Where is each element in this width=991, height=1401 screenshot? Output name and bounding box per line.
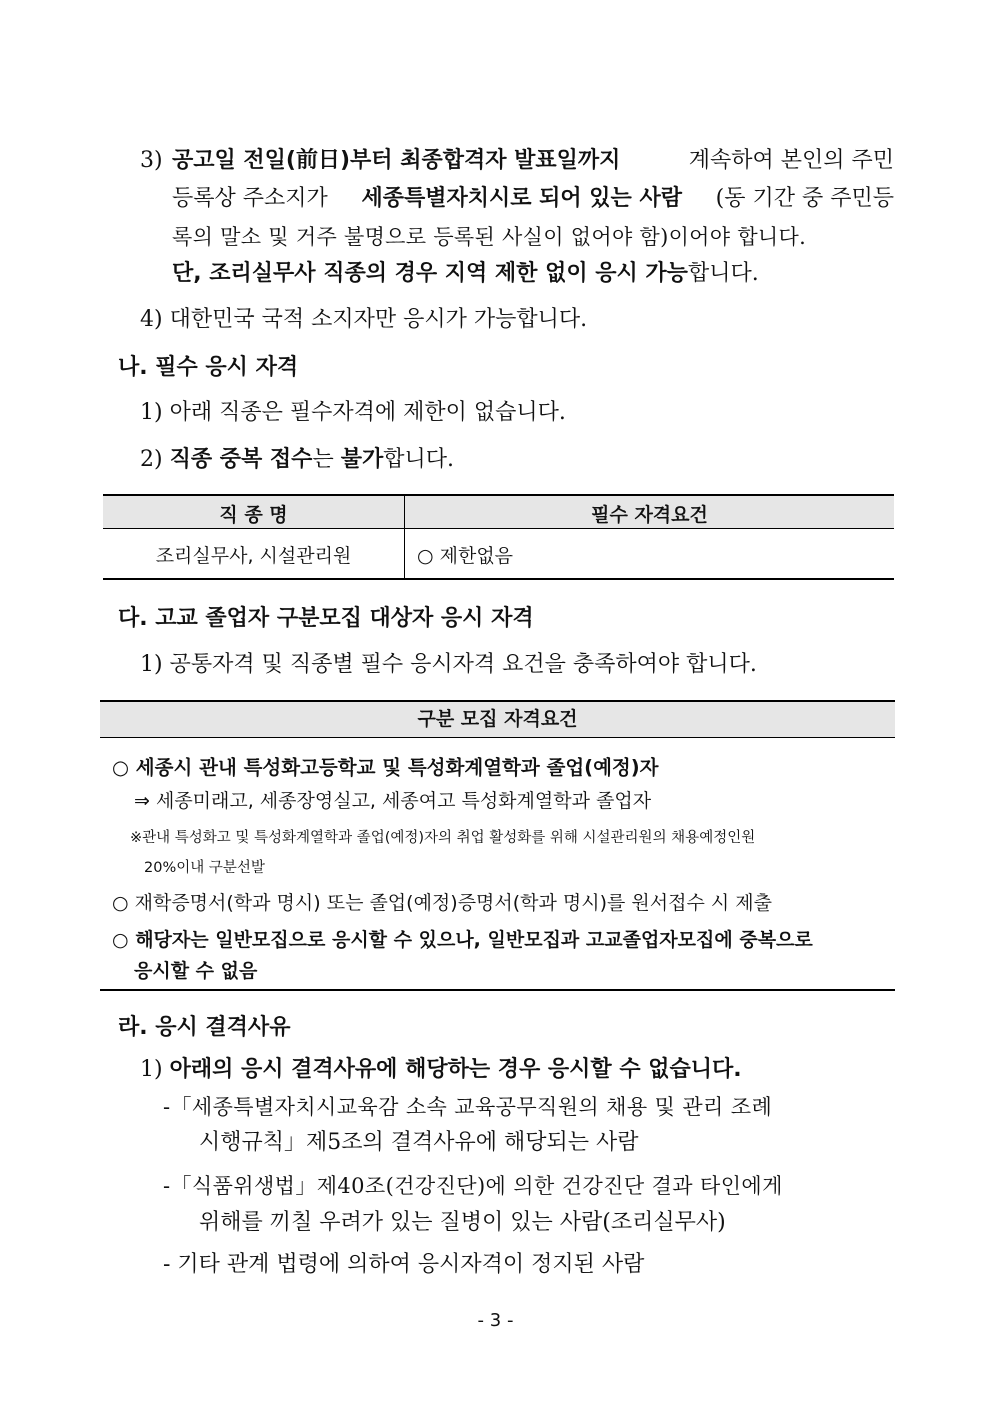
section-ra-title: 라. 응시 결격사유 — [118, 1015, 291, 1040]
item4-text: 대한민국 국적 소지자만 응시가 가능합니다. — [169, 307, 588, 332]
item4-number: 4) — [140, 307, 163, 332]
item3-line2 — [172, 184, 894, 214]
table-header-job: 직 종 명 — [219, 504, 288, 526]
na-item1-number: 1) — [140, 400, 163, 425]
na-item1-text: 아래 직종은 필수자격에 제한이 없습니다. — [169, 400, 566, 425]
item3-line4-bold: 단, 조리실무사 직종의 경우 지역 제한 없이 응시 가능 — [172, 261, 688, 286]
na-item2-mid: 는 — [312, 447, 334, 472]
ra-dash3: - 기타 관계 법령에 의하여 응시자격이 정지된 사람 — [163, 1252, 645, 1277]
item3-line4-post: 합니다. — [687, 261, 759, 286]
na-item2 — [140, 445, 454, 475]
box-note-line2: 20%이내 구분선발 — [144, 860, 265, 876]
page-number: - 3 - — [477, 1310, 514, 1331]
ra-dash2-line2: 위해를 끼칠 우려가 있는 질병이 있는 사람(조리실무사) — [199, 1210, 726, 1235]
box-bullet3-line1: ○ 해당자는 일반모집으로 응시할 수 있으나, 일반모집과 고교졸업자모집에 중복으로 — [112, 929, 813, 951]
ra-item1 — [140, 1055, 742, 1085]
item3-line2-pre: 등록상 주소지가 — [172, 186, 328, 211]
box-bullet1: ○ 세종시 관내 특성화고등학교 및 특성화계열학과 졸업(예정)자 — [112, 756, 659, 779]
table-cell-requirement: ○ 제한없음 — [417, 545, 514, 567]
box-bullet3-line2: 응시할 수 없음 — [134, 960, 258, 982]
item3-line2-bold: 세종특별자치시로 되어 있는 사람 — [361, 186, 682, 211]
box-header: 구분 모집 자격요건 — [100, 700, 895, 738]
qualification-table — [103, 494, 894, 580]
na-item2-bold1: 직종 중복 접수 — [169, 447, 313, 472]
ra-dash1-line2: 시행규칙」제5조의 결격사유에 해당되는 사람 — [199, 1130, 639, 1155]
table-header-requirement: 필수 자격요건 — [591, 504, 708, 526]
section-na-title: 나. 필수 응시 자격 — [118, 355, 299, 380]
item3-bold-period: 공고일 전일(前日)부터 최종합격자 발표일까지 — [172, 148, 621, 173]
ra-dash2-line1: -「식품위생법」제40조(건강진단)에 의한 건강진단 결과 타인에게 — [163, 1174, 783, 1198]
ra-item1-text: 아래의 응시 결격사유에 해당하는 경우 응시할 수 없습니다. — [169, 1057, 742, 1082]
table-cell-job: 조리실무사, 시설관리원 — [155, 545, 352, 567]
item3-line2-post: (동 기간 중 주민등 — [715, 186, 894, 211]
box-note-line1: ※관내 특성화고 및 특성화계열학과 졸업(예정)자의 취업 활성화를 위해 시설관리원의 채용예정인원 — [130, 830, 756, 846]
da-item1-number: 1) — [140, 652, 163, 677]
item3-line4 — [172, 259, 759, 289]
box-bullet2: ○ 재학증명서(학과 명시) 또는 졸업(예정)증명서(학과 명시)를 원서접수 시 제출 — [112, 892, 772, 914]
na-item2-number: 2) — [140, 447, 163, 472]
ra-dash1-line1: -「세종특별자치시교육감 소속 교육공무직원의 채용 및 관리 조례 — [163, 1095, 773, 1119]
box-bullet1-sub: ⇒ 세종미래고, 세종장영실고, 세종여고 특성화계열학과 졸업자 — [134, 790, 652, 812]
item3-line1-rest: 계속하여 본인의 주민 — [688, 148, 894, 173]
ra-item1-number: 1) — [140, 1057, 163, 1082]
item4 — [140, 305, 587, 335]
na-item2-post: 합니다. — [383, 447, 454, 472]
da-item1 — [140, 650, 757, 680]
na-item1 — [140, 398, 566, 428]
item3-number: 3) — [140, 148, 163, 173]
item3-line3: 록의 말소 및 거주 불명으로 등록된 사실이 없어야 함)이어야 합니다. — [172, 225, 807, 249]
item3-line1 — [172, 146, 894, 176]
box-bottom-rule — [100, 989, 895, 991]
section-da-title: 다. 고교 졸업자 구분모집 대상자 응시 자격 — [118, 606, 534, 631]
na-item2-bold2: 불가 — [340, 447, 384, 472]
da-item1-text: 공통자격 및 직종별 필수 응시자격 요건을 충족하여야 합니다. — [169, 652, 757, 677]
